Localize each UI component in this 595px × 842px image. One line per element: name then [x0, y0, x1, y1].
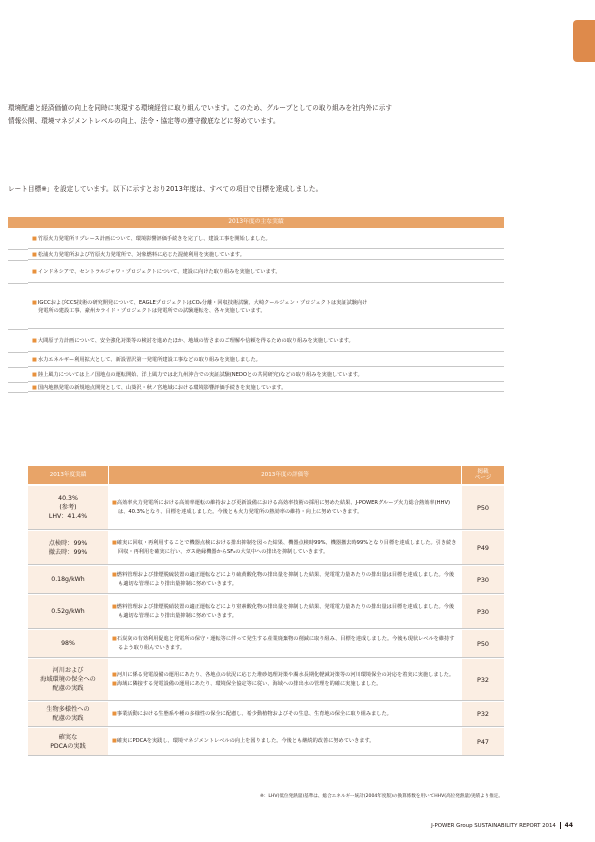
result-cell: 0.52g/kWh [28, 595, 108, 628]
row-divider [8, 382, 28, 383]
evaluation-table [28, 486, 504, 757]
bullet-icon: ■ [112, 540, 117, 547]
result-cell: 0.18g/kWh [28, 566, 108, 593]
table-row [28, 659, 504, 701]
page-reference: P30 [462, 566, 504, 593]
achievement-row [28, 382, 504, 392]
result-cell: 確実な PDCAの実践 [28, 728, 108, 755]
evaluation-text: 燃料管理および排煙脱硝装置の適正運転などにより窒素酸化物の排出量を抑制した結果、発電電力量あたりの排出量は目標を達成しました。今後も適切な管理により排出量抑制に努めていきます。 [116, 604, 455, 619]
result-cell: 河川および 海域環境の保全への 配慮の実践 [28, 659, 108, 700]
table-row [28, 486, 504, 530]
result-cell: 生物多様性への 配慮の実践 [28, 702, 108, 726]
table-row [28, 702, 504, 727]
achievement-text: IGCCおよびCCS技術の研究開発について、EAGLEプロジェクトはCO₂分離・回収技術試験、大崎クールジェン・プロジェクトは実証試験向け [37, 299, 368, 306]
evaluation-table-header [28, 466, 504, 484]
achievement-row [28, 228, 504, 249]
table-row [28, 566, 504, 594]
achievement-row [28, 352, 504, 367]
evaluation-text: 石炭灰の有効利用促進と発電所の保守・運転等に伴って発生する産業廃棄物の削減に取り組み、目標を達成しました。今後も現状レベルを維持するよう取り組んでいきます。 [116, 636, 455, 651]
intro-paragraph: 環境配慮と経済価値の向上を同時に実現する環境経営に取り組んでいます。このため、グループとしての取り組みを社内外に示す 情報公開、環境マネジメントレベルの向上、法令・協定等の遵守徹底などに努めています。 [8, 104, 393, 125]
bullet-icon: ■ [112, 636, 117, 643]
achievements-list [28, 228, 504, 392]
achievement-text: 陸上風力については上ノ国地点の運転開始、洋上風力では北九州沖合での実証試験(NEDOとの共同研究)などの取り組みを実施しています。 [37, 372, 363, 379]
row-divider [8, 392, 28, 393]
table-row [28, 531, 504, 565]
page-reference: P30 [462, 595, 504, 628]
bullet-icon: ■ [32, 372, 37, 379]
row-divider [8, 367, 28, 368]
header-page: 掲載 ページ [462, 466, 504, 484]
evaluation-text: 河川に係る発電設備の運用にあたり、各地点の状況に応じた堆砂処理対策や濁水長期化軽減対策等の河川環境保全の対応を着実に実施しました。 [116, 672, 455, 679]
bullet-icon: ■ [112, 604, 117, 611]
page-reference: P32 [462, 702, 504, 726]
achievement-row [28, 249, 504, 260]
bullet-icon: ■ [32, 338, 37, 345]
bullet-icon: ■ [32, 269, 37, 276]
bullet-icon: ■ [32, 357, 37, 364]
section-index-tab [573, 20, 595, 62]
result-cell: 点検時：99% 撤去時：99% [28, 531, 108, 564]
page-reference: P49 [462, 531, 504, 564]
page-reference: P32 [462, 659, 504, 700]
result-cell: 98% [28, 630, 108, 657]
bullet-icon: ■ [32, 384, 37, 391]
evaluation-cell [112, 486, 458, 529]
achievement-text: 国内地熱発電の新規地点開発として、山葵沢・秋ノ宮地域における環境影響評価手続きを実施しています。 [37, 384, 287, 391]
footnote: ※：LHV(低位発熱量)基準は、総合エネルギー統計(2004年度版)の換算係数を用いてHHV(高位発熱量)実績より推定。 [259, 794, 503, 799]
result-cell: 40.3% (参考) LHV：41.4% [28, 486, 108, 529]
achievements-banner: 2013年度の主な実績 [8, 217, 504, 228]
table-row [28, 595, 504, 629]
achievement-row [28, 260, 504, 283]
evaluation-text: 海域に隣接する発電設備の運用にあたり、環境保全協定等に従い、海域への排出水の管理を的確に実施しました。 [116, 680, 382, 687]
page-reference: P50 [462, 630, 504, 657]
bullet-icon: ■ [32, 236, 37, 243]
bullet-icon: ■ [32, 299, 37, 306]
evaluation-text: 燃料管理および排煙脱硫装置の適正運転などにより硫黄酸化物の排出量を抑制した結果、発電電力量あたりの排出量は目標を達成しました。今後も適切な管理により排出量抑制に努めていきます。 [116, 572, 455, 587]
evaluation-text: 事業活動における生態系や種の多様性の保全に配慮し、希少動植物およびその生息、生育地の保全に取り組みました。 [116, 710, 392, 717]
table-row [28, 630, 504, 658]
achievement-text: 大間原子力計画について、安全強化対策等の検討を進めたほか、地域の皆さまのご理解や信頼を得るための取り組みを実施しています。 [37, 338, 354, 345]
bullet-icon: ■ [112, 500, 117, 507]
row-divider [8, 283, 28, 284]
evaluation-text: 確実にPDCAを実践し、環境マネジメントレベルの向上を図りました。今後とも継続的改善に努めていきます。 [116, 738, 375, 745]
evaluation-cell [112, 566, 458, 593]
bullet-icon: ■ [112, 672, 117, 679]
row-divider [8, 260, 28, 261]
table-row [28, 728, 504, 756]
achievement-text: 発電所の建設工事、豪州カライド・プロジェクトは発電所での試験運転を、各々実施しています。 [38, 308, 266, 314]
report-title: J-POWER Group SUSTAINABILITY REPORT 2014 [431, 823, 556, 829]
page-footer [431, 822, 573, 829]
page-reference: P50 [462, 486, 504, 529]
bullet-icon: ■ [112, 738, 117, 745]
row-divider [8, 329, 28, 330]
page-number: 44 [564, 822, 573, 829]
evaluation-cell [112, 595, 458, 628]
evaluation-text: 確実に回収・再利用することで機器点検における排出抑制を図った結果、機器点検時99%、機器撤去時99%となり目標を達成しました。引き続き回収・再利用を確実に行い、ガス絶縁機器からSF₆の大気中への排出を抑制していきます。 [116, 540, 457, 555]
bullet-icon: ■ [112, 572, 117, 579]
evaluation-cell [112, 702, 458, 726]
row-divider [8, 249, 28, 250]
achievement-row [28, 329, 504, 352]
evaluation-text: 高効率火力発電所における高効率運転の維持および更新設備における高効率技術の採用に努めた結果、J-POWERグループ火力総合熱効率(HHV)は、40.3%となり、目標を達成しました。今後とも火力発電所の熱効率の維持・向上に努めていきます。 [116, 500, 451, 515]
target-statement: レート目標※」を設定しています。以下に示すとおり2013年度は、すべての項目で目標を達成しました。 [8, 185, 323, 193]
header-result: 2013年度実績 [28, 466, 108, 484]
evaluation-cell [112, 630, 458, 657]
evaluation-cell [112, 531, 458, 564]
achievement-row [28, 367, 504, 382]
achievement-text: インドネシアで、セントラルジャワ・プロジェクトについて、建設に向けた取り組みを実施しています。 [37, 269, 281, 276]
achievement-row [28, 283, 504, 329]
header-evaluation: 2013年度の評価等 [109, 466, 461, 484]
bullet-icon: ■ [32, 252, 37, 259]
bullet-icon: ■ [112, 680, 117, 687]
achievement-text: 水力エネルギー利用拡大として、新設習沢第一発電所建設工事などの取り組みを実施しました。 [37, 357, 261, 364]
achievement-text: 松浦火力発電所および竹原火力発電所で、対象燃料に応じた混焼利用を実施しています。 [37, 252, 245, 259]
bullet-icon: ■ [112, 710, 117, 717]
achievement-text: 竹原火力発電所リプレース計画について、環境影響評価手続きを完了し、建設工事を開始しました。 [37, 236, 271, 243]
evaluation-cell [112, 659, 458, 700]
evaluation-cell [112, 728, 458, 755]
row-divider [8, 352, 28, 353]
page-reference: P47 [462, 728, 504, 755]
